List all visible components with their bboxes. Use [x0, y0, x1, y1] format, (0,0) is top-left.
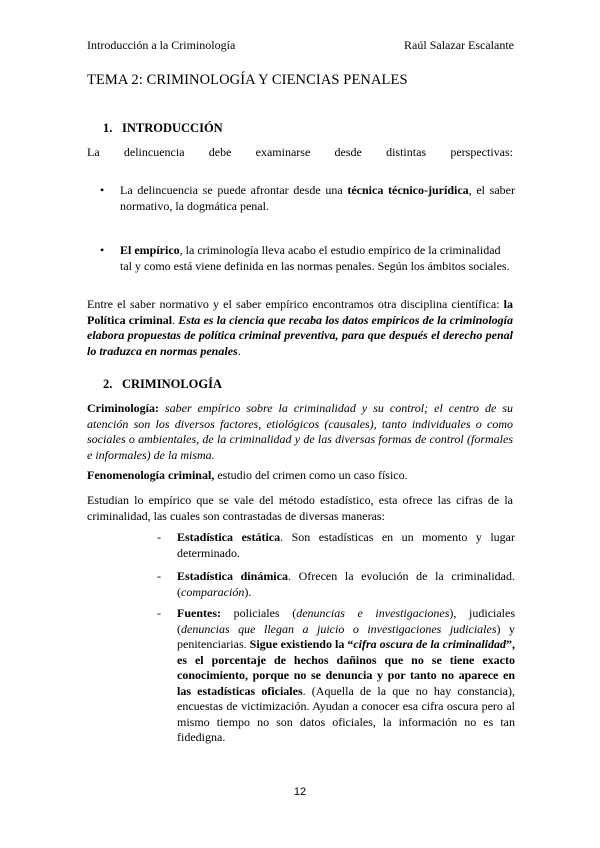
criminologia-definition	[87, 401, 513, 463]
politica-criminal-paragraph	[87, 297, 513, 359]
item-term: Estadística dinámica	[177, 569, 288, 583]
section-1-intro	[87, 145, 513, 160]
bullet-2-bold: El empírico	[120, 243, 180, 257]
item-text: ).	[244, 584, 252, 599]
intro-word: examinarse	[255, 145, 311, 159]
page-number: 12	[293, 786, 307, 798]
intro-word: desde	[334, 145, 362, 159]
intro-word: perspectivas:	[450, 145, 513, 159]
item-estadistica-dinamica	[157, 569, 515, 600]
bullet-mark: •	[100, 183, 105, 197]
item-italic: comparación	[181, 584, 245, 599]
bullet-2-text: , la criminología lleva acabo el estudio empírico de la criminalidad tal y como está viene definida en las normas penales. Según los ámbitos sociales.	[120, 243, 510, 273]
item-estadistica-estatica	[157, 530, 515, 561]
fenomenologia-term: Fenomenología criminal,	[87, 468, 215, 482]
fenomenologia-text: estudio del crimen como un caso físico.	[214, 468, 408, 482]
item-text: ) y penitenciarias.	[177, 621, 515, 651]
section-2-number: 2.	[103, 377, 113, 391]
bullet-empirico	[100, 242, 515, 274]
bullet-mark: •	[100, 243, 105, 257]
dash-mark: -	[157, 569, 161, 583]
estudian-paragraph: Estudian lo empírico que se vale del método estadístico, esta ofrece las cifras de la criminalidad, las cuales son contrastadas de diversas maneras:	[87, 493, 513, 523]
item-text: . Son estadísticas en un momento y lugar determinado.	[177, 530, 515, 560]
section-1-heading	[103, 121, 223, 136]
dash-mark: -	[157, 530, 161, 544]
paragraph-text: Entre el saber normativo y el saber empírico encontramos otra disciplina científica:	[87, 297, 504, 311]
paragraph-text: .	[237, 343, 241, 358]
definition-text: saber empírico sobre la criminalidad y su control; el centro de su atención son los diversos factores, etiológicos (causales), tanto individuales o como sociales o ambientales, de la criminalidad y de las diversas formas de control (formales e informales) de la misma.	[87, 401, 513, 462]
bullet-1-bold: técnica técnico-jurídica	[347, 183, 469, 197]
bullet-tecnica-juridica	[100, 182, 515, 214]
header-left: Introducción a la Criminología	[87, 38, 236, 52]
page-title: TEMA 2: CRIMINOLOGÍA Y CIENCIAS PENALES	[87, 72, 408, 88]
item-term: Fuentes:	[177, 606, 221, 620]
section-1-title: INTRODUCCIÓN	[122, 121, 223, 135]
item-fuentes	[157, 606, 515, 746]
intro-word: La	[87, 145, 100, 159]
item-bold: Sigue existiendo la “	[249, 637, 354, 651]
bullet-1-text-pre: La delincuencia se puede afrontar desde una	[120, 183, 348, 197]
definition-term: Criminología:	[87, 401, 159, 415]
paragraph-bold-term: la Política criminal	[87, 297, 513, 327]
header-right: Raúl Salazar Escalante	[404, 38, 514, 52]
item-italic: denuncias e investigaciones	[296, 606, 450, 620]
intro-word: delincuencia	[123, 145, 185, 159]
section-2-heading	[103, 377, 222, 392]
item-text: policiales (	[221, 606, 297, 620]
item-bold-italic: cifra oscura de la criminalidad	[353, 637, 506, 651]
item-term: Estadística estática	[177, 530, 281, 544]
bullet-1-text-post: , el saber normativo, la dogmática penal.	[120, 183, 516, 213]
section-1-number: 1.	[103, 121, 113, 135]
intro-word: distintas	[386, 145, 427, 159]
section-2-title: CRIMINOLOGÍA	[122, 377, 223, 391]
dash-mark: -	[157, 606, 161, 620]
item-text: . (Aquella de la que no hay constancia), encuestas de victimización. Ayudan a conocer esa cifra oscura pero al mismo tiempo no son datos oficiales, la información no es tan fidedigna.	[177, 683, 515, 744]
item-text: ), judiciales (	[177, 606, 516, 636]
paragraph-text: .	[172, 312, 179, 327]
fenomenologia-paragraph	[87, 468, 513, 484]
item-italic: denuncias que llegan a juicio o investigaciones judiciales	[181, 621, 497, 636]
item-bold: ”, es el porcentaje de hechos dañinos que no se tiene exacto conocimiento, porque no se denuncia y por tanto no aparece en las estadísticas oficiales	[177, 637, 515, 698]
paragraph-bold-italic: Esta es la ciencia que recaba los datos empíricos de la criminología elabora propuestas de política criminal preventiva, para que después el derecho penal lo traduzca en normas penales	[87, 312, 513, 358]
intro-word: debe	[208, 145, 232, 159]
item-text: . Ofrecen la evolución de la criminalidad. (	[177, 569, 516, 599]
